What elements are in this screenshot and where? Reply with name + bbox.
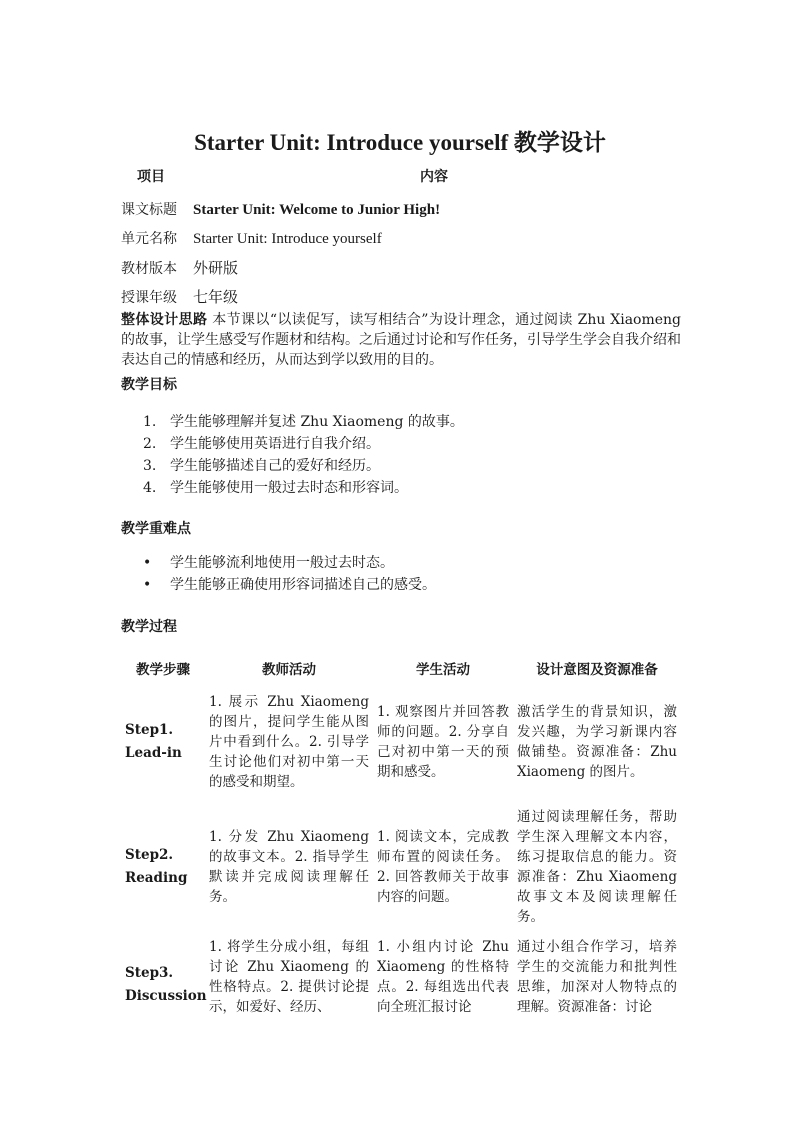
table-header-row [121, 649, 681, 687]
step-cell [121, 797, 205, 937]
bullet-marker: • [143, 577, 152, 593]
list-item [143, 552, 436, 574]
info-label: 教材版本 [121, 261, 177, 277]
list-item-text: 学生能够使用英语进行自我介绍。 [170, 436, 380, 452]
intent-cell: 通过阅读理解任务，帮助学生深入理解文本内容，练习提取信息的能力。资源准备：Zhu Xiaomeng 故事文本及阅读理解任务。 [517, 809, 677, 925]
list-item [143, 574, 436, 596]
list-item-text: 学生能够描述自己的爱好和经历。 [170, 458, 380, 474]
document-title: Starter Unit: Introduce yourself 教学设计 [194, 130, 606, 155]
objectives-list [143, 411, 464, 499]
step-number: Step1. [125, 722, 174, 738]
step-name: Reading [125, 870, 188, 886]
header-item: 项目 [137, 169, 165, 185]
student-activity-cell: 1. 阅读文本，完成教师布置的阅读任务。2. 回答教师关于故事内容的问题。 [377, 829, 509, 905]
key-points-list [143, 552, 436, 596]
list-item [143, 455, 464, 477]
teacher-activity-cell: 1. 将学生分成小组，每组讨论 Zhu Xiaomeng 的性格特点。2. 提供讨论提示，如爱好、经历、 [209, 939, 369, 1015]
intent-cell: 通过小组合作学习，培养学生的交流能力和批判性思维，加深对人物特点的理解。资源准备：讨论 [517, 939, 677, 1015]
list-item [143, 411, 464, 433]
header-content: 内容 [420, 169, 448, 185]
step-cell [121, 687, 205, 797]
list-item-text: 学生能够理解并复述 Zhu Xiaomeng 的故事。 [170, 414, 464, 430]
step-name: Lead-in [125, 745, 182, 761]
info-row-textbook-edition [121, 257, 238, 278]
intent-cell: 激活学生的背景知识，激发兴趣，为学习新课内容做铺垫。资源准备：Zhu Xiaomeng 的图片。 [517, 704, 677, 780]
column-header: 学生活动 [416, 662, 470, 678]
step-number: Step2. [125, 847, 174, 863]
info-label: 课文标题 [121, 202, 177, 218]
teacher-activity-cell: 1. 分发 Zhu Xiaomeng 的故事文本。2. 指导学生默读并完成阅读理解任务。 [209, 829, 369, 905]
column-header: 教师活动 [262, 662, 316, 678]
list-item [143, 477, 464, 499]
info-label: 授课年级 [121, 290, 177, 306]
info-row-grade [121, 286, 238, 307]
design-label: 整体设计思路 [121, 312, 208, 328]
list-item [143, 433, 464, 455]
student-activity-cell: 1. 小组内讨论 Zhu Xiaomeng 的性格特点。2. 每组选出代表向全班汇报讨论 [377, 939, 509, 1015]
column-header: 教学步骤 [136, 662, 190, 678]
list-item-text: 学生能够流利地使用一般过去时态。 [170, 555, 394, 571]
process-table [121, 649, 681, 1033]
info-row-unit-name [121, 228, 382, 248]
list-item-text: 学生能够使用一般过去时态和形容词。 [170, 480, 408, 496]
table-row [121, 797, 681, 937]
step-number: Step3. [125, 965, 174, 981]
page-bottom-margin [0, 1042, 800, 1131]
info-value: Starter Unit: Welcome to Junior High! [193, 202, 441, 218]
bullet-marker: • [143, 555, 152, 571]
objectives-heading: 教学目标 [121, 377, 177, 393]
list-item-text: 学生能够正确使用形容词描述自己的感受。 [170, 577, 436, 593]
teacher-activity-cell: 1. 展示 Zhu Xiaomeng 的图片，提问学生能从图片中看到什么。2. 引导学生讨论他们对初中第一天的感受和期望。 [209, 694, 369, 790]
list-marker: 3. [143, 458, 157, 474]
list-marker: 2. [143, 436, 157, 452]
column-header: 设计意图及资源准备 [536, 662, 658, 678]
info-row-lesson-title [121, 199, 440, 219]
list-marker: 4. [143, 480, 157, 496]
key-points-heading: 教学重难点 [121, 521, 191, 537]
design-paragraph [121, 310, 681, 370]
step-cell [121, 937, 205, 1033]
info-label: 单元名称 [121, 231, 177, 247]
info-value: Starter Unit: Introduce yourself [193, 231, 382, 247]
design-text: 本节课以“以读促写，读写相结合”为设计理念，通过阅读 Zhu Xiaomeng 的故事，让学生感受写作题材和结构。之后通过讨论和写作任务，引导学生学会自我介绍和表达自己的情感和经历，从而达到学以致用的目的。 [121, 312, 682, 368]
step-name: Discussion [125, 988, 207, 1004]
student-activity-cell: 1. 观察图片并回答教师的问题。2. 分享自己对初中第一天的预期和感受。 [377, 704, 509, 780]
info-value: 七年级 [193, 290, 239, 306]
process-heading: 教学过程 [121, 619, 177, 635]
info-value: 外研版 [193, 261, 239, 277]
list-marker: 1. [143, 414, 157, 430]
table-row [121, 937, 681, 1033]
table-row [121, 687, 681, 797]
